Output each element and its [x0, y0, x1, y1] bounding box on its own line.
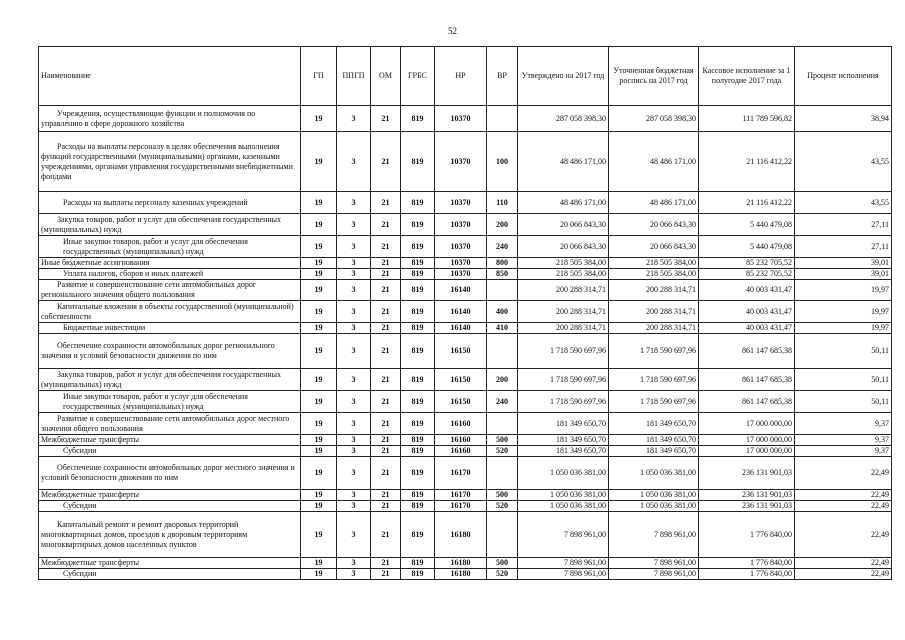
cell-approved: 1 718 590 697,96 [518, 391, 609, 413]
cell-gp: 19 [301, 192, 337, 214]
cell-cash: 21 116 412,22 [699, 132, 795, 192]
cell-gp: 19 [301, 301, 337, 323]
cell-vr: 520 [487, 569, 518, 580]
cell-om: 21 [371, 192, 401, 214]
cell-vr [487, 280, 518, 301]
cell-refined: 1 050 036 381,00 [609, 457, 699, 490]
cell-om: 21 [371, 280, 401, 301]
cell-refined: 1 718 590 697,96 [609, 334, 699, 369]
cell-np: 16160 [435, 446, 487, 457]
cell-np: 10370 [435, 258, 487, 269]
cell-grbs: 819 [401, 301, 435, 323]
cell-om: 21 [371, 558, 401, 569]
cell-approved: 287 058 398,30 [518, 106, 609, 132]
cell-vr: 520 [487, 501, 518, 512]
cell-gp: 19 [301, 391, 337, 413]
cell-grbs: 819 [401, 236, 435, 258]
cell-np: 16140 [435, 323, 487, 334]
cell-cash: 40 003 431,47 [699, 323, 795, 334]
cell-grbs: 819 [401, 435, 435, 446]
cell-pgp: 3 [337, 457, 371, 490]
cell-percent: 27,11 [795, 236, 892, 258]
cell-vr: 400 [487, 301, 518, 323]
cell-approved: 48 486 171,00 [518, 132, 609, 192]
budget-execution-table [38, 46, 892, 580]
table-row [39, 569, 892, 580]
cell-pgp: 3 [337, 106, 371, 132]
cell-grbs: 819 [401, 132, 435, 192]
cell-approved: 1 050 036 381,00 [518, 490, 609, 501]
cell-om: 21 [371, 236, 401, 258]
cell-name: Уплата налогов, сборов и иных платежей [39, 269, 301, 280]
cell-cash: 85 232 705,52 [699, 258, 795, 269]
cell-percent: 39,01 [795, 258, 892, 269]
cell-approved: 20 066 843,30 [518, 214, 609, 236]
table-row [39, 280, 892, 301]
table-row [39, 258, 892, 269]
cell-refined: 1 718 590 697,96 [609, 391, 699, 413]
cell-gp: 19 [301, 512, 337, 558]
cell-approved: 1 718 590 697,96 [518, 369, 609, 391]
cell-percent: 9,37 [795, 446, 892, 457]
cell-om: 21 [371, 391, 401, 413]
cell-grbs: 819 [401, 269, 435, 280]
cell-grbs: 819 [401, 280, 435, 301]
cell-name: Капитальные вложения в объекты государственной (муниципальной) собственности [39, 301, 301, 323]
cell-refined: 7 898 961,00 [609, 512, 699, 558]
header-refined: Уточненная бюджетная роспись на 2017 год [609, 47, 699, 106]
cell-om: 21 [371, 435, 401, 446]
cell-gp: 19 [301, 569, 337, 580]
cell-om: 21 [371, 446, 401, 457]
cell-refined: 1 718 590 697,96 [609, 369, 699, 391]
cell-name: Закупка товаров, работ и услуг для обеспечения государственных (муниципальных) нужд [39, 214, 301, 236]
table-row [39, 413, 892, 435]
cell-pgp: 3 [337, 490, 371, 501]
cell-gp: 19 [301, 269, 337, 280]
cell-percent: 39,01 [795, 269, 892, 280]
cell-vr [487, 106, 518, 132]
cell-refined: 7 898 961,00 [609, 558, 699, 569]
cell-percent: 9,37 [795, 413, 892, 435]
header-grbs: ГРБС [401, 47, 435, 106]
cell-grbs: 819 [401, 334, 435, 369]
cell-np: 16150 [435, 369, 487, 391]
cell-om: 21 [371, 501, 401, 512]
cell-np: 16170 [435, 501, 487, 512]
cell-pgp: 3 [337, 369, 371, 391]
cell-vr [487, 512, 518, 558]
cell-name: Бюджетные инвестиции [39, 323, 301, 334]
table-row [39, 558, 892, 569]
cell-percent: 22,49 [795, 490, 892, 501]
table-row [39, 490, 892, 501]
cell-grbs: 819 [401, 258, 435, 269]
table-row [39, 501, 892, 512]
cell-np: 16170 [435, 490, 487, 501]
cell-name: Иные закупки товаров, работ и услуг для обеспечения государственных (муниципальных) нужд [39, 391, 301, 413]
header-vr: ВР [487, 47, 518, 106]
cell-percent: 19,97 [795, 280, 892, 301]
cell-cash: 17 000 000,00 [699, 446, 795, 457]
cell-approved: 1 050 036 381,00 [518, 457, 609, 490]
cell-om: 21 [371, 323, 401, 334]
cell-np: 10370 [435, 192, 487, 214]
cell-np: 16140 [435, 280, 487, 301]
cell-gp: 19 [301, 258, 337, 269]
cell-vr [487, 413, 518, 435]
cell-cash: 40 003 431,47 [699, 301, 795, 323]
cell-name: Капитальный ремонт и ремонт дворовых территорий многоквартирных домов, проездов к дворовым территориям многоквартирных домов населенных пунктов [39, 512, 301, 558]
cell-vr: 850 [487, 269, 518, 280]
cell-approved: 1 718 590 697,96 [518, 334, 609, 369]
cell-om: 21 [371, 132, 401, 192]
cell-percent: 19,97 [795, 301, 892, 323]
cell-pgp: 3 [337, 512, 371, 558]
cell-percent: 22,49 [795, 558, 892, 569]
cell-om: 21 [371, 334, 401, 369]
cell-grbs: 819 [401, 446, 435, 457]
cell-pgp: 3 [337, 280, 371, 301]
cell-pgp: 3 [337, 446, 371, 457]
cell-vr: 500 [487, 490, 518, 501]
header-percent: Процент исполнения [795, 47, 892, 106]
cell-pgp: 3 [337, 132, 371, 192]
table-row [39, 132, 892, 192]
cell-gp: 19 [301, 214, 337, 236]
cell-refined: 218 505 384,00 [609, 269, 699, 280]
table-row [39, 512, 892, 558]
cell-vr: 240 [487, 236, 518, 258]
cell-gp: 19 [301, 334, 337, 369]
header-pgp: ППГП [337, 47, 371, 106]
cell-approved: 181 349 650,70 [518, 446, 609, 457]
cell-vr: 500 [487, 558, 518, 569]
cell-gp: 19 [301, 132, 337, 192]
cell-refined: 48 486 171,00 [609, 132, 699, 192]
table-row [39, 391, 892, 413]
cell-approved: 200 288 314,71 [518, 323, 609, 334]
cell-cash: 1 776 840,00 [699, 569, 795, 580]
cell-pgp: 3 [337, 214, 371, 236]
cell-approved: 218 505 384,00 [518, 258, 609, 269]
cell-refined: 48 486 171,00 [609, 192, 699, 214]
cell-name: Обеспечение сохранности автомобильных дорог регионального значения и условий безопасности движения по ним [39, 334, 301, 369]
cell-percent: 22,49 [795, 501, 892, 512]
page-number: 52 [448, 26, 457, 36]
cell-cash: 861 147 685,38 [699, 369, 795, 391]
cell-cash: 236 131 901,03 [699, 457, 795, 490]
cell-name: Субсидии [39, 446, 301, 457]
cell-pgp: 3 [337, 413, 371, 435]
cell-percent: 27,11 [795, 214, 892, 236]
cell-grbs: 819 [401, 214, 435, 236]
cell-cash: 85 232 705,52 [699, 269, 795, 280]
table-row [39, 435, 892, 446]
cell-percent: 50,11 [795, 334, 892, 369]
cell-vr: 410 [487, 323, 518, 334]
cell-name: Развитие и совершенствование сети автомобильных дорог регионального значения общего пользования [39, 280, 301, 301]
cell-pgp: 3 [337, 334, 371, 369]
cell-approved: 1 050 036 381,00 [518, 501, 609, 512]
cell-np: 16180 [435, 569, 487, 580]
cell-approved: 181 349 650,70 [518, 435, 609, 446]
header-gp: ГП [301, 47, 337, 106]
header-name: Наименование [39, 47, 301, 106]
cell-name: Обеспечение сохранности автомобильных дорог местного значения и условий безопасности движения по ним [39, 457, 301, 490]
cell-name: Межбюджетные трансферты [39, 435, 301, 446]
cell-np: 16180 [435, 558, 487, 569]
cell-gp: 19 [301, 323, 337, 334]
cell-grbs: 819 [401, 512, 435, 558]
cell-pgp: 3 [337, 501, 371, 512]
cell-approved: 7 898 961,00 [518, 512, 609, 558]
cell-name: Межбюджетные трансферты [39, 558, 301, 569]
header-approved: Утверждено на 2017 год [518, 47, 609, 106]
cell-gp: 19 [301, 236, 337, 258]
table-row [39, 301, 892, 323]
cell-np: 16180 [435, 512, 487, 558]
cell-grbs: 819 [401, 323, 435, 334]
cell-om: 21 [371, 106, 401, 132]
cell-vr: 100 [487, 132, 518, 192]
cell-cash: 5 440 479,08 [699, 214, 795, 236]
cell-pgp: 3 [337, 569, 371, 580]
cell-grbs: 819 [401, 490, 435, 501]
cell-vr: 520 [487, 446, 518, 457]
table-row [39, 192, 892, 214]
cell-cash: 236 131 901,03 [699, 501, 795, 512]
cell-pgp: 3 [337, 391, 371, 413]
table-row [39, 214, 892, 236]
cell-pgp: 3 [337, 258, 371, 269]
cell-cash: 111 789 596,82 [699, 106, 795, 132]
cell-grbs: 819 [401, 501, 435, 512]
cell-approved: 200 288 314,71 [518, 280, 609, 301]
cell-gp: 19 [301, 369, 337, 391]
cell-pgp: 3 [337, 269, 371, 280]
cell-np: 10370 [435, 214, 487, 236]
cell-np: 16150 [435, 391, 487, 413]
cell-refined: 287 058 398,30 [609, 106, 699, 132]
cell-cash: 5 440 479,08 [699, 236, 795, 258]
cell-om: 21 [371, 490, 401, 501]
cell-name: Иные бюджетные ассигнования [39, 258, 301, 269]
cell-grbs: 819 [401, 558, 435, 569]
cell-grbs: 819 [401, 457, 435, 490]
cell-refined: 1 050 036 381,00 [609, 490, 699, 501]
cell-percent: 50,11 [795, 369, 892, 391]
cell-om: 21 [371, 301, 401, 323]
cell-pgp: 3 [337, 192, 371, 214]
cell-pgp: 3 [337, 301, 371, 323]
cell-percent: 9,37 [795, 435, 892, 446]
cell-pgp: 3 [337, 435, 371, 446]
cell-np: 16160 [435, 413, 487, 435]
cell-om: 21 [371, 214, 401, 236]
cell-refined: 1 050 036 381,00 [609, 501, 699, 512]
table-header-row [39, 47, 892, 106]
cell-name: Субсидии [39, 501, 301, 512]
cell-approved: 7 898 961,00 [518, 569, 609, 580]
cell-name: Закупка товаров, работ и услуг для обеспечения государственных (муниципальных) нужд [39, 369, 301, 391]
cell-refined: 181 349 650,70 [609, 413, 699, 435]
cell-gp: 19 [301, 457, 337, 490]
cell-om: 21 [371, 413, 401, 435]
cell-vr: 800 [487, 258, 518, 269]
cell-name: Иные закупки товаров, работ и услуг для обеспечения государственных (муниципальных) нужд [39, 236, 301, 258]
cell-pgp: 3 [337, 236, 371, 258]
cell-approved: 7 898 961,00 [518, 558, 609, 569]
cell-cash: 17 000 000,00 [699, 413, 795, 435]
header-om: ОМ [371, 47, 401, 106]
cell-cash: 17 000 000,00 [699, 435, 795, 446]
cell-om: 21 [371, 457, 401, 490]
cell-grbs: 819 [401, 106, 435, 132]
cell-refined: 200 288 314,71 [609, 301, 699, 323]
header-np: НР [435, 47, 487, 106]
table-row [39, 334, 892, 369]
cell-np: 16150 [435, 334, 487, 369]
cell-approved: 48 486 171,00 [518, 192, 609, 214]
cell-gp: 19 [301, 558, 337, 569]
cell-name: Субсидии [39, 569, 301, 580]
cell-percent: 19,97 [795, 323, 892, 334]
cell-refined: 20 066 843,30 [609, 236, 699, 258]
table-row [39, 323, 892, 334]
cell-np: 16160 [435, 435, 487, 446]
cell-cash: 21 116 412,22 [699, 192, 795, 214]
cell-refined: 7 898 961,00 [609, 569, 699, 580]
cell-om: 21 [371, 269, 401, 280]
cell-np: 16140 [435, 301, 487, 323]
cell-cash: 861 147 685,38 [699, 334, 795, 369]
cell-name: Расходы на выплаты персоналу казенных учреждений [39, 192, 301, 214]
cell-vr [487, 457, 518, 490]
cell-refined: 20 066 843,30 [609, 214, 699, 236]
cell-refined: 181 349 650,70 [609, 435, 699, 446]
table-row [39, 457, 892, 490]
cell-name: Учреждения, осуществляющие функции и полномочия по управлению в сфере дорожного хозяйства [39, 106, 301, 132]
cell-percent: 43,55 [795, 132, 892, 192]
cell-np: 16170 [435, 457, 487, 490]
cell-np: 10370 [435, 132, 487, 192]
cell-om: 21 [371, 512, 401, 558]
cell-grbs: 819 [401, 192, 435, 214]
cell-vr [487, 334, 518, 369]
table-row [39, 236, 892, 258]
cell-gp: 19 [301, 490, 337, 501]
cell-cash: 40 003 431,47 [699, 280, 795, 301]
cell-approved: 200 288 314,71 [518, 301, 609, 323]
cell-np: 10370 [435, 106, 487, 132]
cell-percent: 50,11 [795, 391, 892, 413]
cell-vr: 200 [487, 369, 518, 391]
cell-cash: 1 776 840,00 [699, 558, 795, 569]
cell-grbs: 819 [401, 391, 435, 413]
cell-vr: 500 [487, 435, 518, 446]
cell-grbs: 819 [401, 413, 435, 435]
cell-refined: 200 288 314,71 [609, 323, 699, 334]
cell-gp: 19 [301, 106, 337, 132]
cell-pgp: 3 [337, 558, 371, 569]
table-body [39, 106, 892, 580]
cell-vr: 200 [487, 214, 518, 236]
cell-approved: 181 349 650,70 [518, 413, 609, 435]
table-row [39, 269, 892, 280]
cell-gp: 19 [301, 280, 337, 301]
cell-cash: 1 776 840,00 [699, 512, 795, 558]
table-row [39, 106, 892, 132]
cell-percent: 22,49 [795, 512, 892, 558]
cell-name: Развитие и совершенствование сети автомобильных дорог местного значения общего пользования [39, 413, 301, 435]
cell-percent: 43,55 [795, 192, 892, 214]
cell-om: 21 [371, 369, 401, 391]
cell-refined: 200 288 314,71 [609, 280, 699, 301]
cell-refined: 181 349 650,70 [609, 446, 699, 457]
cell-gp: 19 [301, 435, 337, 446]
cell-percent: 22,49 [795, 569, 892, 580]
cell-percent: 38,94 [795, 106, 892, 132]
cell-np: 10370 [435, 236, 487, 258]
cell-pgp: 3 [337, 323, 371, 334]
cell-cash: 861 147 685,38 [699, 391, 795, 413]
cell-grbs: 819 [401, 369, 435, 391]
cell-name: Расходы на выплаты персоналу в целях обеспечения выполнения функций государственными (муниципальными) органами, казенными учреждениями, органами управления государственными внебюджетными фондами [39, 132, 301, 192]
cell-om: 21 [371, 258, 401, 269]
cell-gp: 19 [301, 501, 337, 512]
table-row [39, 369, 892, 391]
cell-cash: 236 131 901,03 [699, 490, 795, 501]
cell-name: Межбюджетные трансферты [39, 490, 301, 501]
cell-vr: 110 [487, 192, 518, 214]
cell-percent: 22,49 [795, 457, 892, 490]
cell-om: 21 [371, 569, 401, 580]
cell-refined: 218 505 384,00 [609, 258, 699, 269]
table-row [39, 446, 892, 457]
cell-np: 10370 [435, 269, 487, 280]
cell-gp: 19 [301, 413, 337, 435]
header-cash: Кассовое исполнение за 1 полугодие 2017 года [699, 47, 795, 106]
cell-gp: 19 [301, 446, 337, 457]
cell-approved: 218 505 384,00 [518, 269, 609, 280]
cell-grbs: 819 [401, 569, 435, 580]
cell-vr: 240 [487, 391, 518, 413]
cell-approved: 20 066 843,30 [518, 236, 609, 258]
